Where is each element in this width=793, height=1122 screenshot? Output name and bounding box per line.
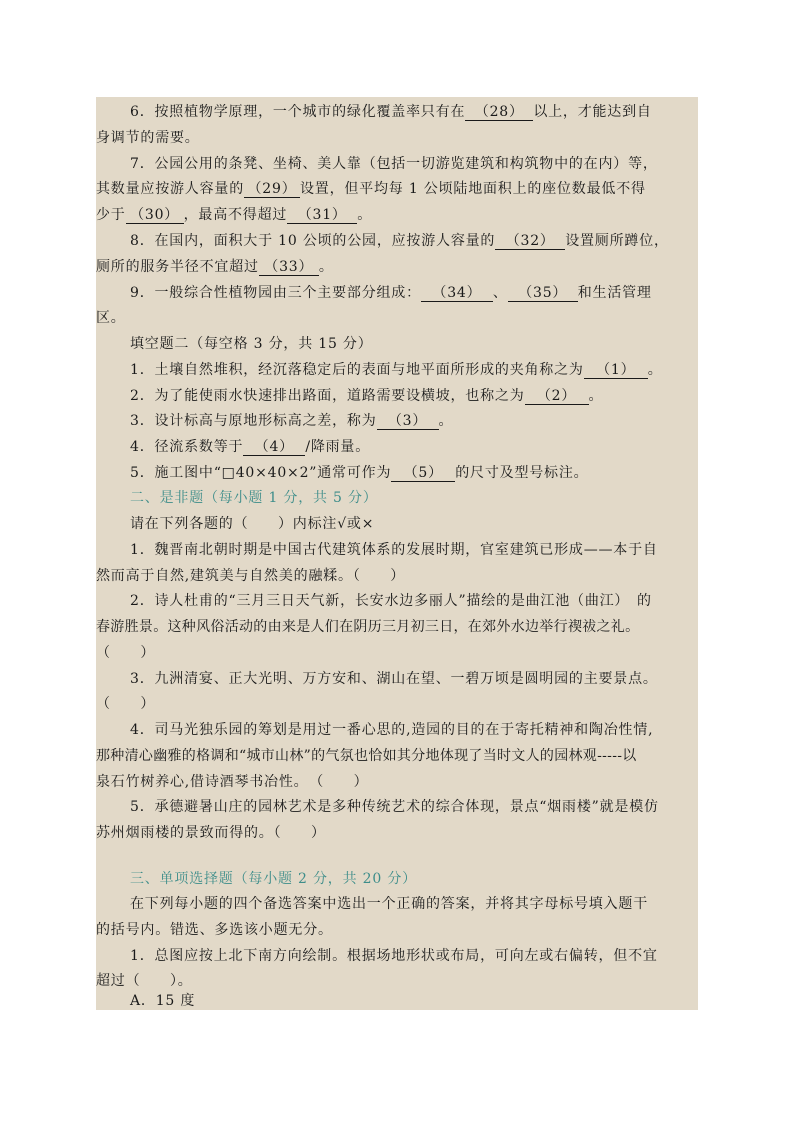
fill2-item-2: 2．为了能使雨水快速排出路面，道路需要设横坡，也称之为 （2） 。 bbox=[130, 388, 604, 404]
blank-5: （5） bbox=[391, 465, 455, 482]
fill2-item-1: 1．土壤自然堆积，经沉落稳定后的表面与地平面所形成的夹角称之为 （1） 。 bbox=[130, 362, 663, 378]
sc-q1-option-a: A．15 度 bbox=[130, 993, 196, 1009]
fill2-item-5: 5．施工图中“□40×40×2”通常可作为 （5） 的尺寸及型号标注。 bbox=[130, 465, 589, 481]
question-9-line2: 区。 bbox=[96, 310, 126, 326]
question-6-line1: 6．按照植物学原理，一个城市的绿化覆盖率只有在 （28） 以上，才能达到自 bbox=[130, 104, 652, 120]
tf-q4-line2: 那种清心幽雅的格调和“城市山林”的气氛也恰如其分地体现了当时文人的园林观-----以 bbox=[96, 748, 637, 764]
blank-35: （35） bbox=[508, 285, 578, 302]
question-7-line3: 少于 （30） ，最高不得超过 （31） 。 bbox=[96, 207, 373, 223]
blank-2: （2） bbox=[525, 388, 589, 405]
tf-q4-line3: 泉石竹树养心,借诗酒琴书冶性。 （ ） bbox=[96, 774, 369, 790]
tf-q2-line3: （ ） bbox=[96, 645, 156, 661]
tf-q5-line2: 苏州烟雨楼的景致而得的。（ ） bbox=[96, 825, 326, 841]
fill2-item-4: 4．径流系数等于 （4） /降雨量。 bbox=[130, 439, 371, 455]
fill2-item-3: 3．设计标高与原地形标高之差，称为 （3） 。 bbox=[130, 413, 454, 429]
question-7-line2: 其数量应按游人容量的 （29） 设置，但平均每 1 公顷陆地面积上的座位数最低不得 bbox=[96, 181, 646, 197]
blank-29: （29） bbox=[244, 181, 300, 198]
tf-q1-line1: 1．魏晋南北朝时期是中国古代建筑体系的发展时期，官室建筑已形成——本于自 bbox=[130, 542, 658, 558]
truefalse-header: 二、是非题（每小题 1 分，共 5 分） bbox=[130, 490, 378, 506]
question-8-line2: 厕所的服务半径不宜超过 （33） 。 bbox=[96, 259, 334, 275]
single-choice-instruction-1: 在下列每小题的四个备选答案中选出一个正确的答案，并将其字母标号填入题干 bbox=[130, 896, 648, 912]
blank-33: （33） bbox=[259, 259, 319, 276]
tf-q3-line1: 3．九洲清宴、正大光明、万方安和、湖山在望、一碧万顷是圆明园的主要景点。 bbox=[130, 671, 658, 687]
blank-3: （3） bbox=[377, 413, 439, 430]
single-choice-header: 三、单项选择题（每小题 2 分，共 20 分） bbox=[130, 871, 417, 887]
blank-28: （28） bbox=[465, 104, 533, 121]
question-8-line1: 8．在国内，面积大于 10 公顷的公园，应按游人容量的 （32） 设置厕所蹲位， bbox=[130, 233, 669, 249]
blank-30: （30） bbox=[126, 207, 184, 224]
tf-q2-line1: 2．诗人杜甫的“三月三日天气新，长安水边多丽人”描绘的是曲江池（曲江） 的 bbox=[130, 593, 652, 609]
single-choice-instruction-2: 的括号内。错选、多选该小题无分。 bbox=[96, 922, 333, 938]
blank-1: （1） bbox=[584, 362, 648, 379]
sc-q1-line2: 超过（ ）。 bbox=[96, 973, 193, 989]
truefalse-instruction: 请在下列各题的（ ）内标注√或× bbox=[130, 516, 375, 532]
tf-q3-line2: （ ） bbox=[96, 696, 156, 712]
blank-4: （4） bbox=[243, 439, 305, 456]
question-9-line1: 9．一般综合性植物园由三个主要部分组成： （34） 、 （35） 和生活管理 bbox=[130, 285, 652, 301]
tf-q4-line1: 4．司马光独乐园的筹划是用过一番心思的,造园的目的在于寄托精神和陶冶性情, bbox=[130, 722, 654, 738]
fill2-header: 填空题二（每空格 3 分，共 15 分） bbox=[130, 336, 373, 352]
question-7-line1: 7．公园公用的条凳、坐椅、美人靠（包括一切游览建筑和构筑物中的在内）等， bbox=[130, 156, 658, 172]
question-6-line2: 身调节的需要。 bbox=[96, 130, 200, 146]
tf-q2-line2: 春游胜景。这种风俗活动的由来是人们在阴历三月初三日，在郊外水边举行禊祓之礼。 bbox=[96, 619, 640, 635]
blank-32: （32） bbox=[495, 233, 565, 250]
blank-34: （34） bbox=[421, 285, 493, 302]
sc-q1-line1: 1．总图应按上北下南方向绘制。根据场地形状或布局，可向左或右偏转，但不宜 bbox=[130, 948, 658, 964]
tf-q1-line2: 然而高于自然,建筑美与自然美的融糅。（ ） bbox=[96, 568, 406, 584]
blank-31: （31） bbox=[287, 207, 357, 224]
tf-q5-line1: 5．承德避暑山庄的园林艺术是多种传统艺术的综合体现，景点“烟雨楼”就是模仿 bbox=[130, 799, 659, 815]
